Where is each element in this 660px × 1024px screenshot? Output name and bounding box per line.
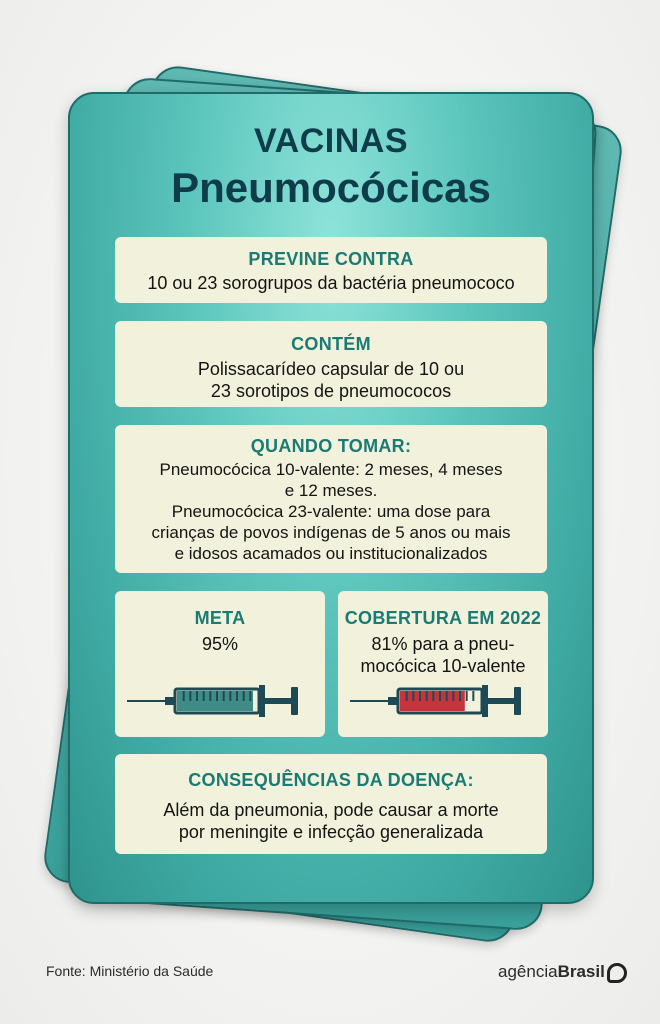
agencia-brasil-logo-icon bbox=[607, 963, 627, 983]
consequencias-label: CONSEQUÊNCIAS DA DOENÇA: bbox=[188, 770, 474, 790]
source-credit: Fonte: Ministério da Saúde bbox=[46, 963, 214, 979]
quando-line: crianças de povos indígenas de 5 anos ou mais bbox=[151, 523, 511, 542]
cobertura-label: COBERTURA EM 2022 bbox=[344, 608, 542, 628]
quando-box bbox=[115, 425, 547, 573]
meta-label: META bbox=[194, 608, 246, 628]
previne-label: PREVINE CONTRA bbox=[248, 249, 414, 269]
info-card bbox=[68, 92, 594, 904]
cobertura-line: mocócica 10-valente bbox=[360, 656, 526, 676]
quando-line: Pneumocócica 10-valente: 2 meses, 4 meses bbox=[159, 460, 503, 479]
quando-line: e 12 meses. bbox=[284, 481, 378, 500]
quando-line: e idosos acamados ou institucionalizados bbox=[174, 544, 488, 563]
consequencias-line: por meningite e infecção generalizada bbox=[178, 822, 484, 842]
cobertura-box bbox=[338, 591, 548, 737]
quando-line: Pneumocócica 23-valente: uma dose para bbox=[171, 502, 491, 521]
title-line-2: Pneumocócicas bbox=[171, 164, 491, 211]
agencia-brasil-logo bbox=[498, 962, 627, 982]
meta-value: 95% bbox=[201, 634, 239, 654]
previne-text: 10 ou 23 sorogrupos da bactéria pneumococo bbox=[147, 273, 515, 293]
previne-box bbox=[115, 237, 547, 303]
quando-label: QUANDO TOMAR: bbox=[250, 436, 412, 456]
meta-box bbox=[115, 591, 325, 737]
consequencias-box bbox=[115, 754, 547, 854]
logo-prefix: agência bbox=[498, 962, 558, 981]
contem-line: 23 sorotipos de pneumococos bbox=[210, 381, 452, 401]
contem-label: CONTÉM bbox=[291, 334, 371, 354]
syringe-icon bbox=[348, 681, 538, 721]
syringe-icon bbox=[125, 681, 315, 721]
contem-box bbox=[115, 321, 547, 407]
title-line-1: VACINAS bbox=[254, 122, 408, 160]
cobertura-line: 81% para a pneu- bbox=[371, 634, 515, 654]
contem-line: Polissacarídeo capsular de 10 ou bbox=[197, 359, 465, 379]
logo-brand: Brasil bbox=[557, 962, 605, 981]
meta-syringe-fill bbox=[177, 691, 253, 711]
consequencias-line: Além da pneumonia, pode causar a morte bbox=[163, 800, 499, 820]
